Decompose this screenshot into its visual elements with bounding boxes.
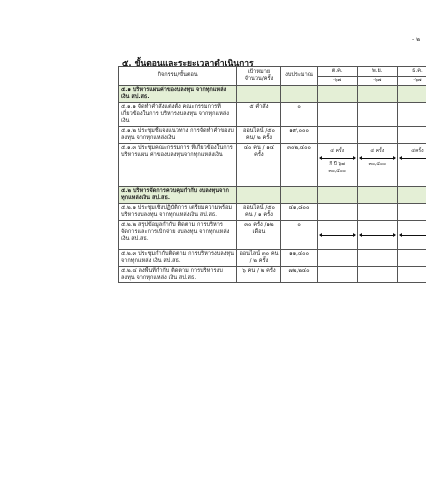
group-title: ๕.๑ บริหารแผนค่าของบลงทุน จากทุกแหล่งเงิน สป.สธ.	[119, 85, 237, 102]
header-target: เป้าหมาย จำนวน/ครั้ง	[237, 67, 281, 86]
table-row	[119, 220, 426, 249]
group-row	[119, 186, 426, 203]
target-cell: ออนไลน์ /๕๐ คน/ ๒ ครั้ง	[237, 126, 281, 143]
plan-table	[118, 66, 426, 283]
header-year-3: -๖๗	[397, 76, 426, 85]
timeline-label: ๔ ครั้ง	[330, 147, 345, 154]
timeline-cell	[317, 220, 357, 249]
timeline-arrow	[320, 235, 355, 236]
header-budget: งบประมาณ	[281, 67, 317, 86]
timeline-cell	[357, 143, 397, 186]
activity-cell: ๕.๒.๓ ประชุมกำกับติดตาม การบริหารงบลงทุน จากทุกแหล่ง เงิน สป.สธ.	[119, 249, 237, 266]
header-activity: กิจกรรม/ขั้นตอน	[119, 67, 237, 86]
timeline-label: ๔ ครั้ง	[370, 147, 385, 154]
timeline-cell	[397, 143, 426, 186]
table-row	[119, 249, 426, 266]
target-cell: ออนไลน์ ๓๐ คน / ๒ ครั้ง	[237, 249, 281, 266]
timeline-arrow	[360, 158, 395, 159]
budget-cell: ๐	[281, 102, 317, 126]
activity-cell: ๕.๒.๔ ลงพื้นที่กำกับ ติดตาม การบริหารงบลงทุน จากทุกแหล่ง เงิน สป.สธ.	[119, 266, 237, 283]
budget-cell: ๑๙,๐๐๐	[281, 126, 317, 143]
budget-cell: ๗๒,๒๔๐	[281, 266, 317, 283]
target-cell: ๖ คน / ๒ ครั้ง	[237, 266, 281, 283]
activity-cell: ๕.๒.๒ สรุปข้อมูลกำกับ ติดตาม การบริหารจัดการและการเบิกจ่าย งบลงทุน จากทุกแหล่งเงิน สป.สธ.	[119, 220, 237, 249]
timeline-amount: ๓๐,๔๐๐	[368, 161, 386, 167]
timeline-cell	[397, 220, 426, 249]
budget-cell: ๑๑,๔๐๐	[281, 249, 317, 266]
table-row	[119, 266, 426, 283]
target-cell: ๕ คำสั่ง	[237, 102, 281, 126]
timeline-arrow	[400, 158, 426, 159]
activity-cell: ๕.๑.๒ ประชุมชี้แจงแนวทาง การจัดทำคำของบลงทุน จากทุกแหล่งเงิน	[119, 126, 237, 143]
timeline-arrow	[400, 235, 426, 236]
timeline-note: กี ปี ๖๗	[329, 161, 345, 167]
timeline-cell	[317, 143, 357, 186]
timeline-amount: ๓๐,๔๐๐	[328, 168, 346, 174]
target-cell: ๔๐ คน / ๑๔ ครั้ง	[237, 143, 281, 186]
table-row	[119, 203, 426, 220]
target-cell: ออนไลน์ /๕๐ คน / ๑ ครั้ง	[237, 203, 281, 220]
timeline-arrow	[360, 235, 395, 236]
table-row	[119, 102, 426, 126]
group-title: ๕.๒ บริหารจัดการควบคุมกำกับ งบลงทุนจากทุกแหล่งเงิน สป.สธ.	[119, 186, 237, 203]
page-number: - ๒	[412, 36, 421, 43]
target-cell: ๓๐ ครั้ง /๑๒ เดือน	[237, 220, 281, 249]
table-row	[119, 126, 426, 143]
activity-cell: ๕.๑.๑ จัดทำคำสั่งแต่งตั้ง คณะกรรมการที่เกี่ยวข้องในการ บริหารงบลงทุน จากทุกแหล่งเงิน	[119, 102, 237, 126]
section-title: ๕. ขั้นตอนและระยะเวลาดำเนินการ	[122, 59, 254, 69]
table-row	[119, 143, 426, 186]
header-month-3: ธ.ค.	[397, 67, 426, 77]
timeline-cell	[357, 220, 397, 249]
budget-cell: ๓๐๒,๔๐๐	[281, 143, 317, 186]
budget-cell: ๐	[281, 220, 317, 249]
budget-cell: ๔๑,๘๐๐	[281, 203, 317, 220]
activity-cell: ๕.๑.๓ ประชุมคณะกรรมการ ที่เกี่ยวข้องในการบริหารแผน ค่าของบลงทุนจากทุกแหล่งเงิน	[119, 143, 237, 186]
timeline-label: ๔ครั้ง	[411, 147, 424, 154]
activity-cell: ๕.๒.๑ ประชุมเชิงปฏิบัติการ เตรียมความพร้อมบริหารงบลงทุน จากทุกแหล่งเงิน สป.สธ.	[119, 203, 237, 220]
timeline-arrow	[320, 158, 355, 159]
header-year-2: -๖๗	[357, 76, 397, 85]
group-row	[119, 85, 426, 102]
header-year-1: -๖๗	[317, 76, 357, 85]
header-month-1: ต.ค.	[317, 67, 357, 77]
header-row	[119, 67, 426, 77]
header-month-2: พ.ย.	[357, 67, 397, 77]
